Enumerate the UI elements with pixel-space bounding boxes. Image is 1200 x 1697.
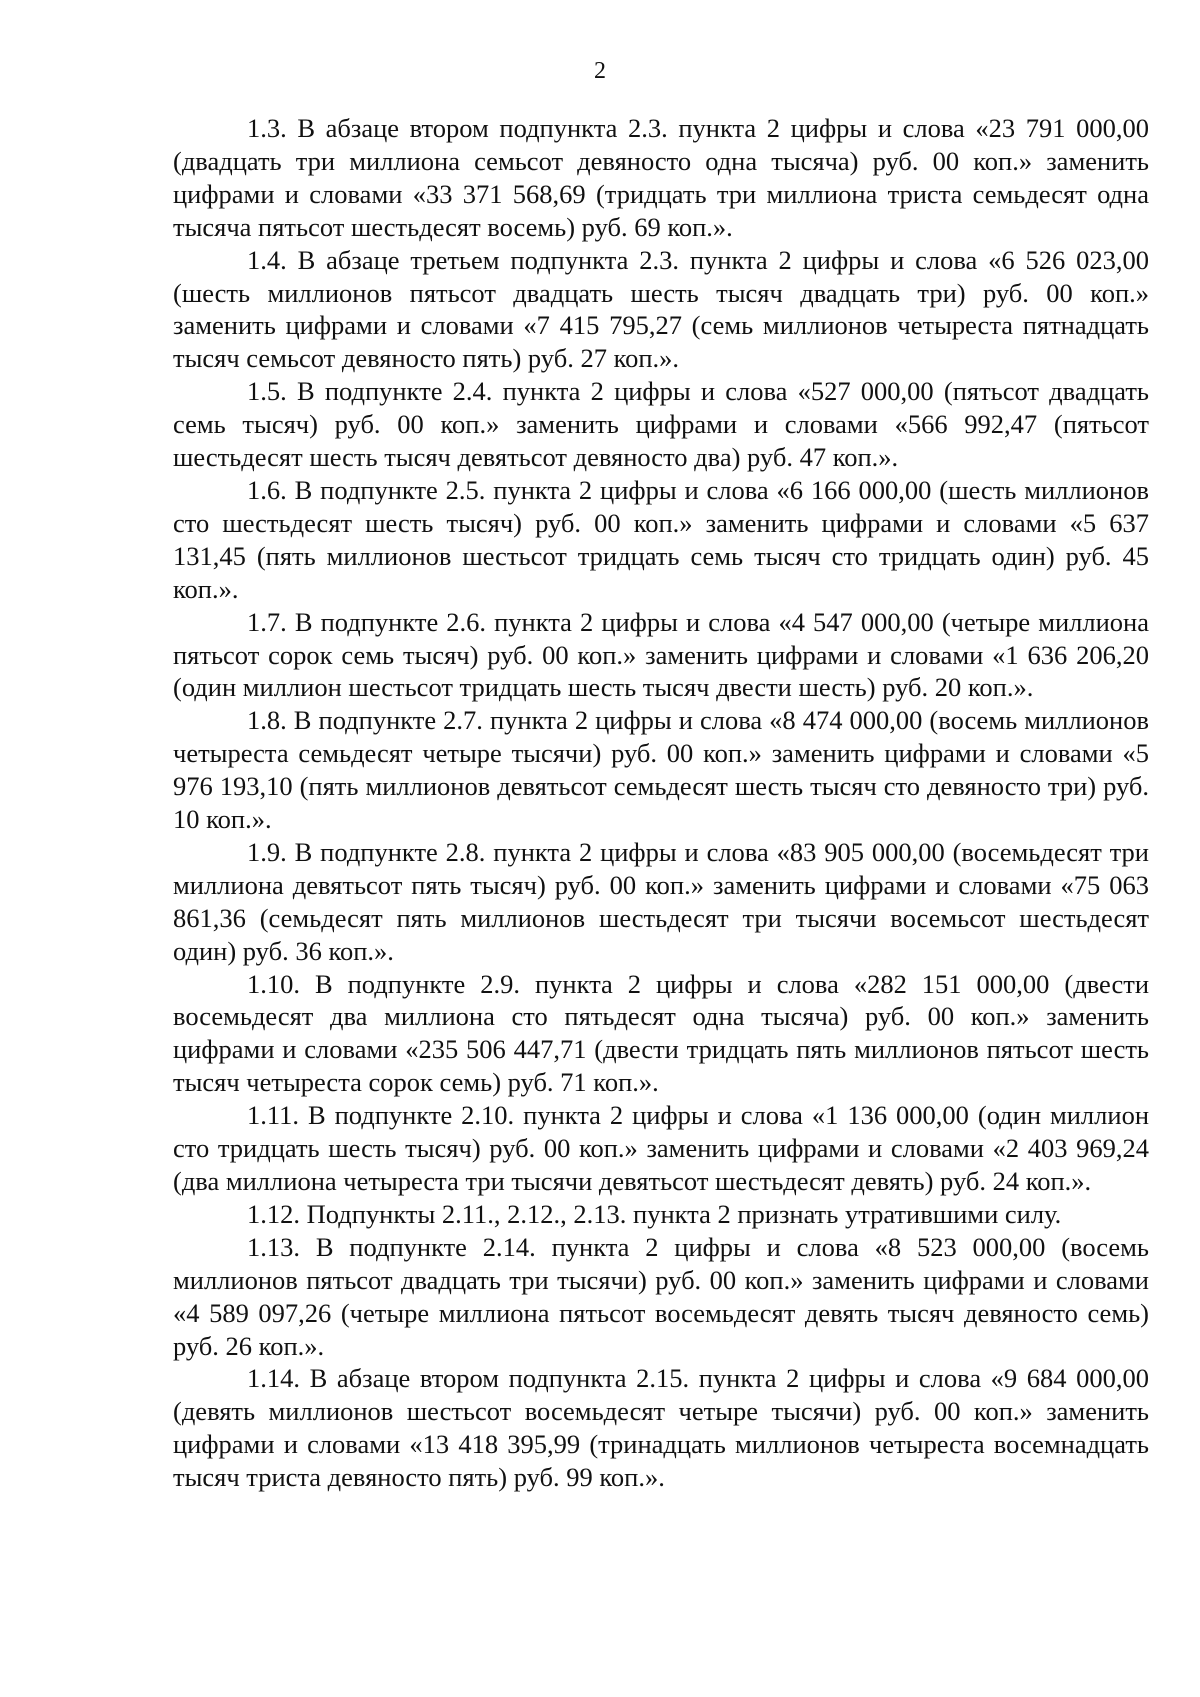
paragraph-1-5: 1.5. В подпункте 2.4. пункта 2 цифры и слова «527 000,00 (пятьсот двадцать семь тысяч) руб. 00 коп.» заменить цифрами и словами «566 992,47 (пятьсот шестьдесят шесть тысяч девятьсот девяносто два) руб. 47 коп.». [173,376,1149,473]
paragraph-1-12: 1.12. Подпункты 2.11., 2.12., 2.13. пункта 2 признать утратившими силу. [247,1198,1062,1229]
page-number: 2 [594,58,606,84]
paragraph-1-10: 1.10. В подпункте 2.9. пункта 2 цифры и слова «282 151 000,00 (двести восемьдесят два миллиона сто пятьдесят одна тысяча) руб. 00 коп.» заменить цифрами и словами «235 506 447,71 (двести тридцать пять миллионов пятьсот шесть тысяч четыреста сорок семь) руб. 71 коп.». [173,968,1149,1098]
paragraph-1-8: 1.8. В подпункте 2.7. пункта 2 цифры и слова «8 474 000,00 (восемь миллионов четыреста семьдесят четыре тысячи) руб. 00 коп.» заменить цифрами и словами «5 976 193,10 (пять миллионов девятьсот семьдесят шесть тысяч сто девяносто три) руб. 10 коп.». [173,705,1149,835]
paragraph-1-11: 1.11. В подпункте 2.10. пункта 2 цифры и слова «1 136 000,00 (один миллион сто тридцать шесть тысяч) руб. 00 коп.» заменить цифрами и словами «2 403 969,24 (два миллиона четыреста три тысячи девятьсот шестьдесят девять) руб. 24 коп.». [173,1100,1149,1196]
document-body [173,112,1149,1494]
paragraph-1-9: 1.9. В подпункте 2.8. пункта 2 цифры и слова «83 905 000,00 (восемьдесят три миллиона девятьсот пять тысяч) руб. 00 коп.» заменить цифрами и словами «75 063 861,36 (семьдесят пять миллионов шестьдесят три тысячи восемьсот шестьдесят один) руб. 36 коп.». [173,836,1149,966]
paragraph-1-14: 1.14. В абзаце втором подпункта 2.15. пункта 2 цифры и слова «9 684 000,00 (девять миллионов шестьсот восемьдесят четыре тысячи) руб. 00 коп.» заменить цифрами и словами «13 418 395,99 (тринадцать миллионов четыреста восемнадцать тысяч триста девяносто пять) руб. 99 коп.». [173,1363,1149,1493]
paragraph-1-6: 1.6. В подпункте 2.5. пункта 2 цифры и слова «6 166 000,00 (шесть миллионов сто шестьдесят шесть тысяч) руб. 00 коп.» заменить цифрами и словами «5 637 131,45 (пять миллионов шестьсот тридцать семь тысяч сто тридцать один) руб. 45 коп.». [173,474,1149,604]
paragraph-1-13: 1.13. В подпункте 2.14. пункта 2 цифры и слова «8 523 000,00 (восемь миллионов пятьсот двадцать три тысячи) руб. 00 коп.» заменить цифрами и словами «4 589 097,26 (четыре миллиона пятьсот восемьдесят девять тысяч девяносто семь) руб. 26 коп.». [173,1231,1149,1361]
paragraph-1-3: 1.3. В абзаце втором подпункта 2.3. пункта 2 цифры и слова «23 791 000,00 (двадцать три миллиона семьсот девяносто одна тысяча) руб. 00 коп.» заменить цифрами и словами «33 371 568,69 (тридцать три миллиона триста семьдесят одна тысяча пятьсот шестьдесят восемь) руб. 69 коп.». [173,113,1149,242]
paragraph-1-7: 1.7. В подпункте 2.6. пункта 2 цифры и слова «4 547 000,00 (четыре миллиона пятьсот сорок семь тысяч) руб. 00 коп.» заменить цифрами и словами «1 636 206,20 (один миллион шестьсот тридцать шесть тысяч двести шесть) руб. 20 коп.». [173,606,1149,703]
paragraph-1-4: 1.4. В абзаце третьем подпункта 2.3. пункта 2 цифры и слова «6 526 023,00 (шесть миллионов пятьсот двадцать шесть тысяч двадцать три) руб. 00 коп.» заменить цифрами и словами «7 415 795,27 (семь миллионов четыреста пятнадцать тысяч семьсот девяносто пять) руб. 27 коп.». [173,244,1149,374]
